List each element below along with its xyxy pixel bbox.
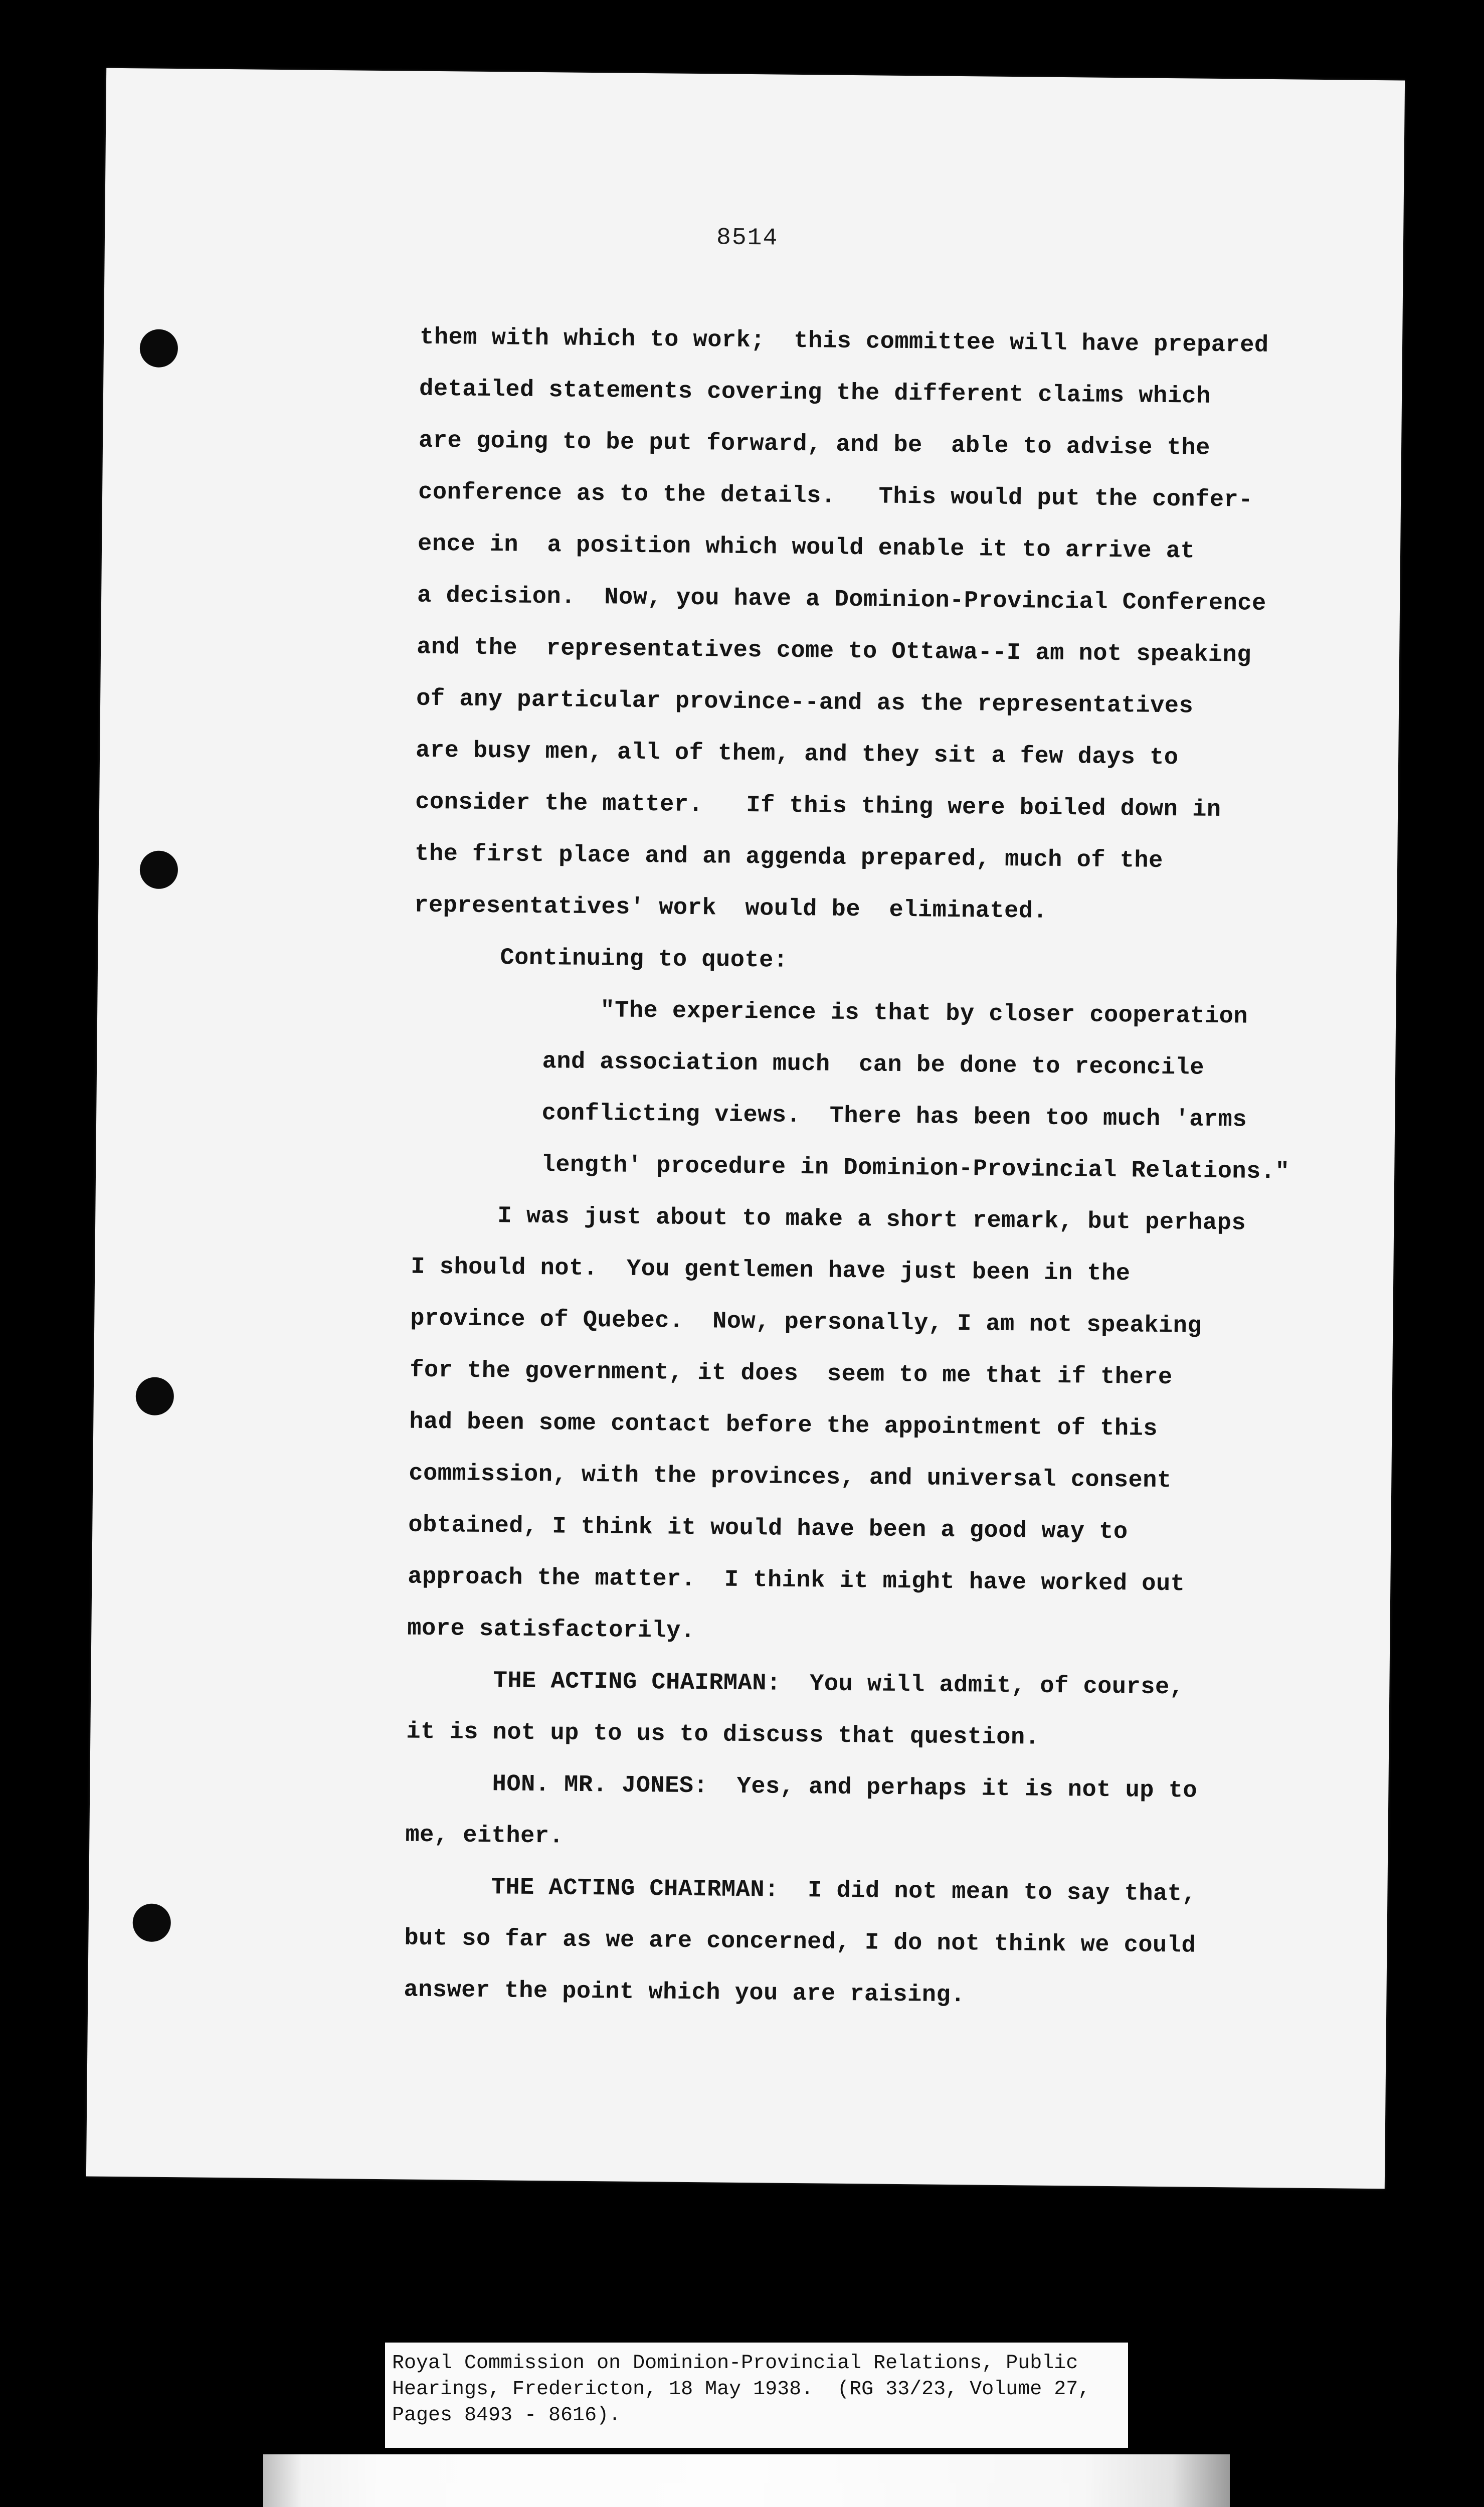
text-line: commission, with the provinces, and universal consent — [409, 1460, 1172, 1495]
text-line: it is not up to us to discuss that question. — [406, 1718, 1040, 1751]
text-line: but so far as we are concerned, I do not think we could — [404, 1925, 1196, 1959]
text-line: detailed statements covering the different claims which — [419, 376, 1211, 410]
text-line: "The experience is that by closer cooperation — [413, 995, 1248, 1030]
archive-citation-label — [385, 2343, 1128, 2448]
citation-line: Pages 8493 - 8616). — [392, 2404, 621, 2427]
text-line: THE ACTING CHAIRMAN: I did not mean to say that, — [405, 1873, 1197, 1908]
text-line: are busy men, all of them, and they sit a few days to — [415, 737, 1179, 772]
text-line: representatives' work would be eliminated. — [414, 892, 1048, 925]
punch-hole — [132, 1903, 171, 1942]
text-line: ence in a position which would enable it to arrive at — [417, 530, 1195, 565]
text-line: and the representatives come to Ottawa--I am not speaking — [416, 634, 1252, 669]
punch-hole — [140, 329, 178, 368]
text-line: I should not. You gentlemen have just been in the — [411, 1254, 1131, 1288]
typed-page — [86, 68, 1405, 2189]
text-line: conference as to the details. This would put the confer- — [418, 479, 1253, 514]
text-line: conflicting views. There has been too much 'arms — [412, 1099, 1247, 1134]
text-line: THE ACTING CHAIRMAN: You will admit, of course, — [407, 1667, 1184, 1701]
text-line: HON. MR. JONES: Yes, and perhaps it is not up to — [406, 1770, 1198, 1805]
text-line: a decision. Now, you have a Dominion-Provincial Conference — [417, 582, 1266, 617]
text-line: and association much can be done to reconcile — [413, 1047, 1205, 1082]
citation-line: Hearings, Fredericton, 18 May 1938. (RG 33/23, Volume 27, — [392, 2378, 1090, 2401]
page-number: 8514 — [716, 224, 779, 252]
text-line: are going to be put forward, and be able to advise the — [418, 427, 1211, 462]
text-line: for the government, it does seem to me that if there — [410, 1357, 1173, 1391]
text-line: the first place and an aggenda prepared, much of the — [414, 840, 1164, 874]
archives-stamp — [263, 2454, 1230, 2507]
text-line: province of Quebec. Now, personally, I am not speaking — [410, 1305, 1202, 1340]
citation-line: Royal Commission on Dominion-Provincial Relations, Public — [392, 2352, 1078, 2375]
text-line: more satisfactorily. — [407, 1615, 695, 1645]
text-line: approach the matter. I think it might have worked out — [408, 1563, 1185, 1598]
text-line: Continuing to quote: — [413, 944, 788, 974]
text-line: them with which to work; this committee will have prepared — [419, 324, 1269, 359]
punch-hole — [140, 850, 178, 889]
punch-hole — [135, 1377, 174, 1415]
text-line: answer the point which you are raising. — [404, 1977, 966, 2009]
text-line: of any particular province--and as the representatives — [416, 685, 1194, 720]
text-line: consider the matter. If this thing were boiled down in — [415, 789, 1221, 824]
text-line: I was just about to make a short remark, but perhaps — [411, 1202, 1246, 1237]
text-line: obtained, I think it would have been a good way to — [408, 1512, 1128, 1546]
text-line: length' procedure in Dominion-Provincial Relations." — [412, 1150, 1290, 1186]
text-line: had been some contact before the appointment of this — [409, 1408, 1158, 1443]
text-line: me, either. — [405, 1822, 564, 1850]
